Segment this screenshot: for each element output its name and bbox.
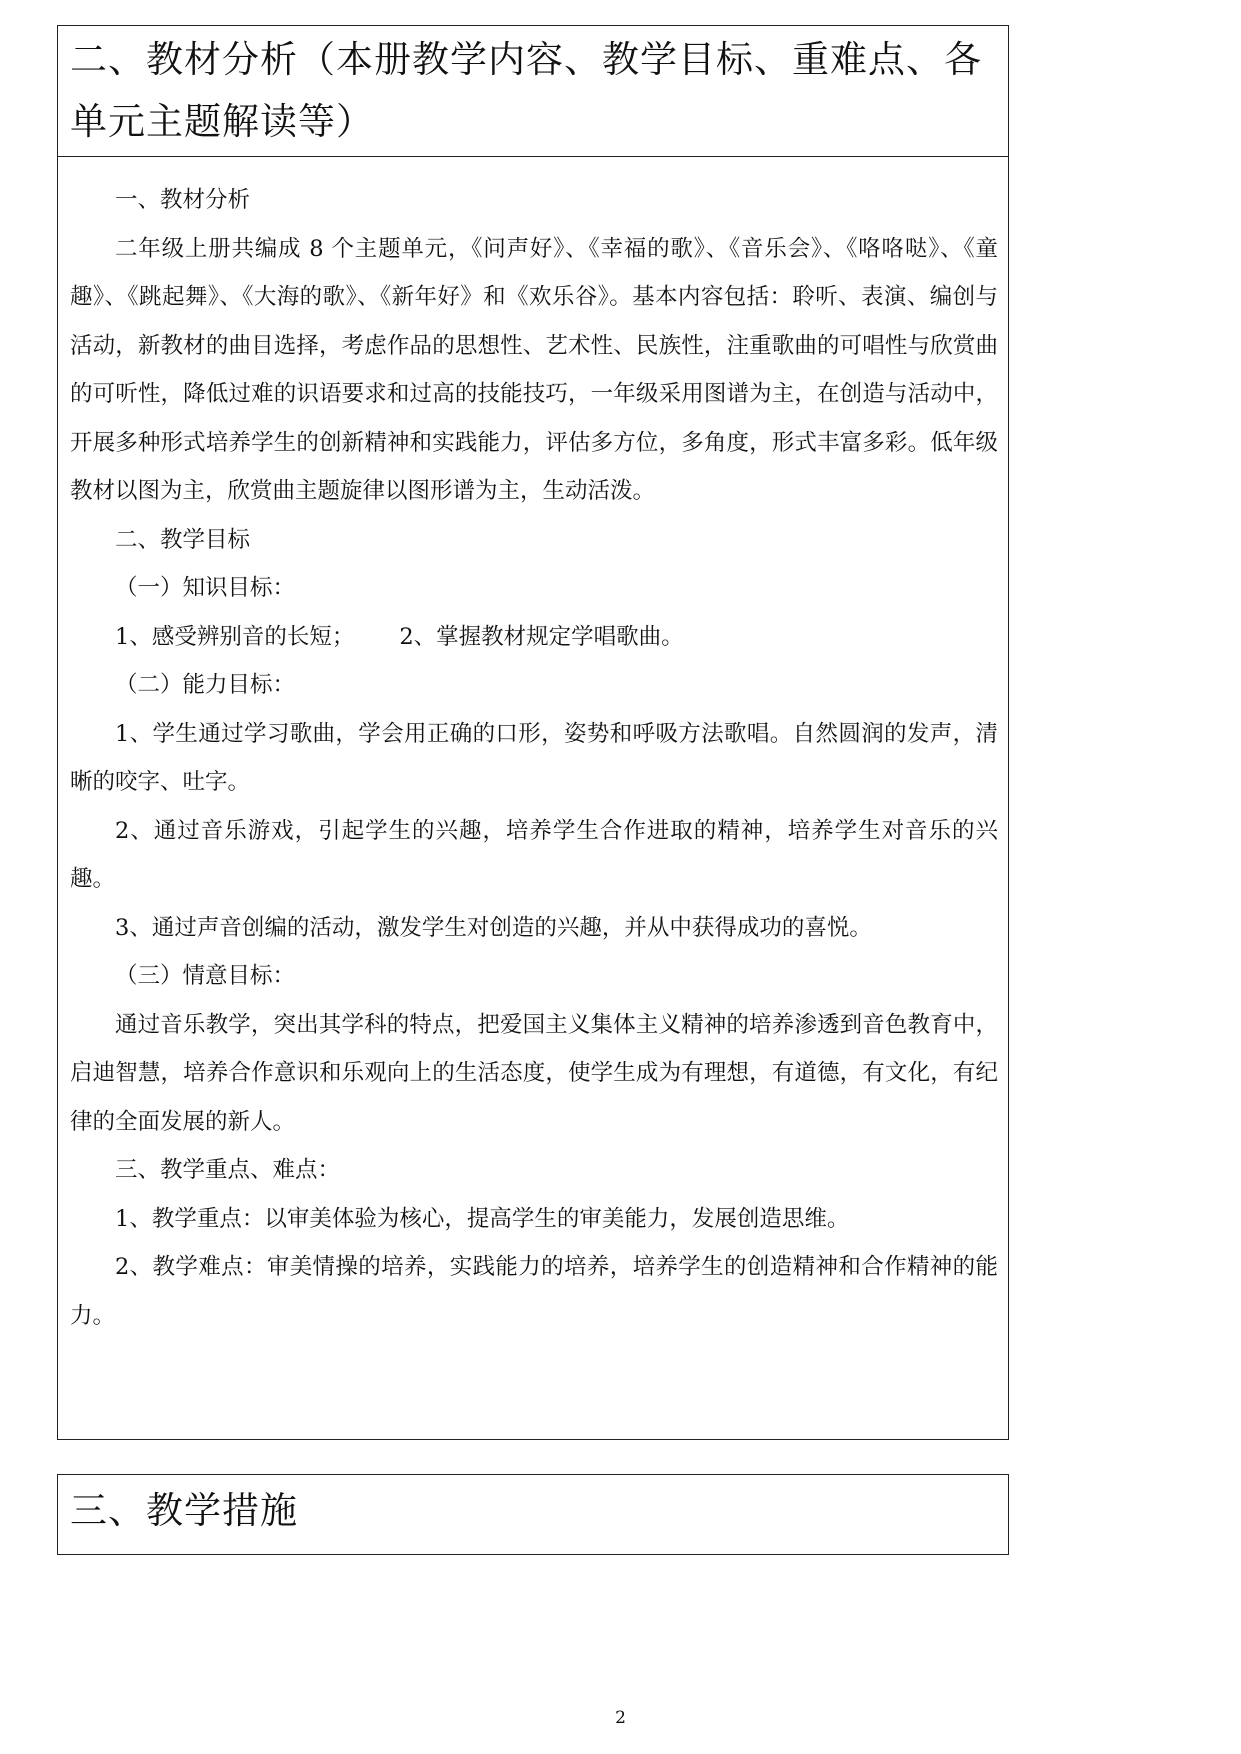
knowledge-goal-2: 2、掌握教材规定学唱歌曲。 bbox=[399, 623, 684, 650]
section-three-heading: 三、教学措施 bbox=[70, 1489, 298, 1532]
subheading-teaching-goals: 二、教学目标 bbox=[115, 526, 251, 553]
affective-goals-paragraph: 通过音乐教学，突出其学科的特点，把爱国主义集体主义精神的培养渗透到音色教育中，启迪智慧，培养合作意识和乐观向上的生活态度，使学生成为有理想，有道德，有文化，有纪律的全面发展的新人。 bbox=[70, 1011, 998, 1135]
ability-goal-1: 1、学生通过学习歌曲，学会用正确的口形，姿势和呼吸方法歌唱。自然圆润的发声，清晰的咬字、吐字。 bbox=[70, 720, 998, 795]
section-two-box bbox=[57, 25, 1009, 1440]
section-divider bbox=[58, 156, 1008, 157]
paragraph-textbook-overview: 二年级上册共编成 8 个主题单元，《问声好》、《幸福的歌》、《音乐会》、《咯咯哒》、《童趣》、《跳起舞》、《大海的歌》、《新年好》和《欢乐谷》。基本内容包括：聆听、表演、编创与活动，新教材的曲目选择，考虑作品的思想性、艺术性、民族性，注重歌曲的可唱性与欣赏曲的可听性，降低过难的识语要求和过高的技能技巧，一年级采用图谱为主，在创造与活动中，开展多种形式培养学生的创新精神和实践能力，评估多方位，多角度，形式丰富多彩。低年级教材以图为主，欣赏曲主题旋律以图形谱为主，生动活泼。 bbox=[70, 235, 998, 504]
ability-goal-2: 2、通过音乐游戏，引起学生的兴趣，培养学生合作进取的精神，培养学生对音乐的兴趣。 bbox=[70, 817, 998, 892]
section-two-body bbox=[70, 176, 998, 1340]
subheading-textbook-analysis: 一、教材分析 bbox=[115, 187, 251, 213]
key-point: 1、教学重点：以审美体验为核心，提高学生的审美能力，发展创造思维。 bbox=[115, 1205, 850, 1232]
knowledge-goals-line bbox=[70, 613, 998, 662]
subheading-ability-goals: （二）能力目标： bbox=[115, 672, 296, 698]
section-three-box bbox=[57, 1474, 1009, 1555]
subheading-affective-goals: （三）情意目标： bbox=[115, 963, 296, 989]
page-number: 2 bbox=[615, 1708, 626, 1728]
ability-goal-3: 3、通过声音创编的活动，激发学生对创造的兴趣，并从中获得成功的喜悦。 bbox=[115, 914, 872, 941]
subheading-knowledge-goals: （一）知识目标： bbox=[115, 575, 296, 601]
knowledge-goal-1: 1、感受辨别音的长短； bbox=[115, 623, 355, 650]
subheading-key-difficult-points: 三、教学重点、难点： bbox=[115, 1157, 341, 1183]
section-two-heading: 二、教材分析（本册教学内容、教学目标、重难点、各单元主题解读等） bbox=[70, 38, 982, 143]
difficult-point: 2、教学难点：审美情操的培养，实践能力的培养，培养学生的创造精神和合作精神的能力。 bbox=[70, 1254, 998, 1329]
